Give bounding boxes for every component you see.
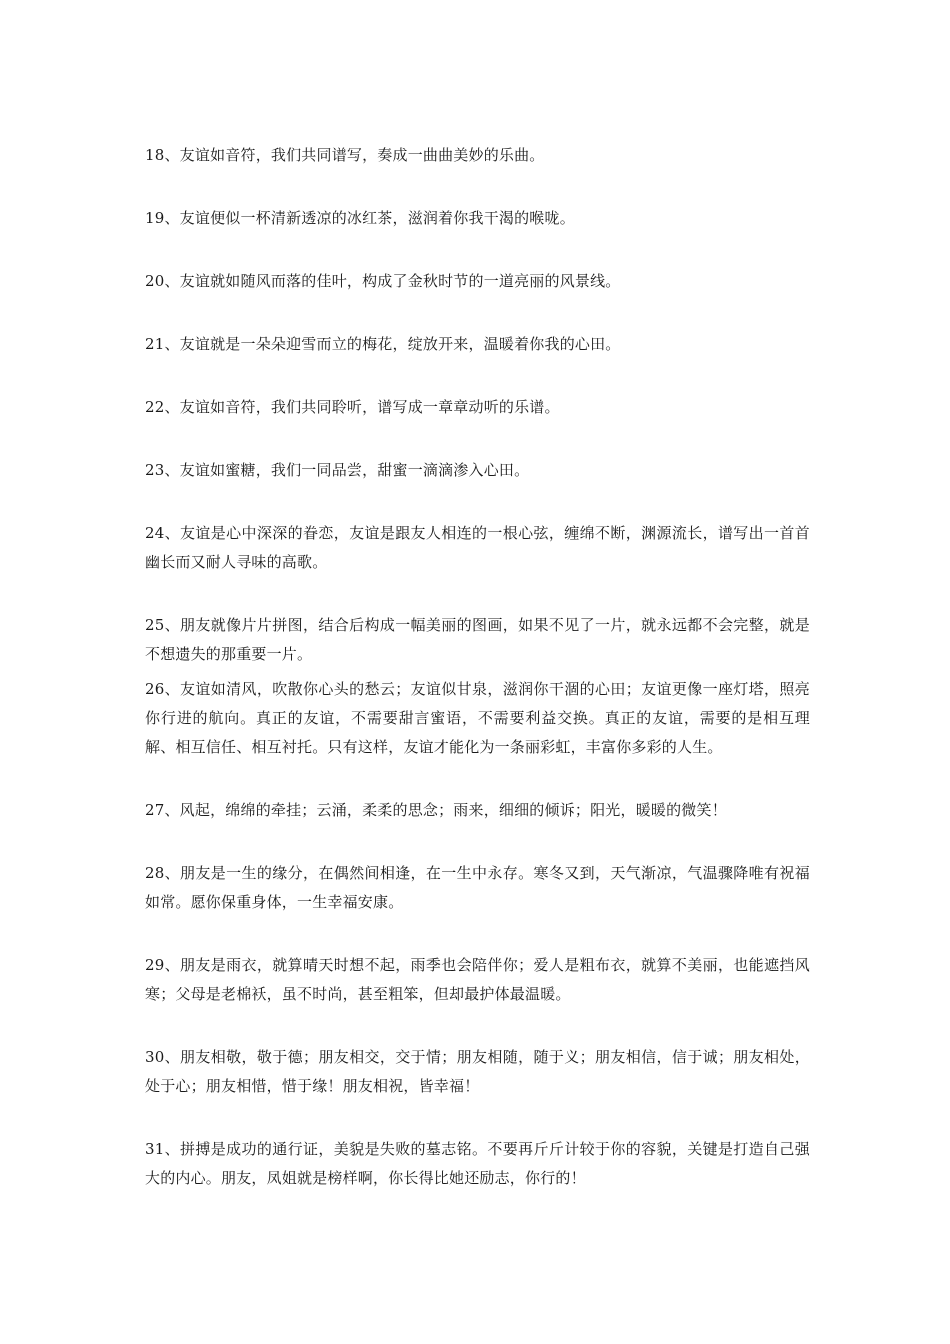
paragraph-20: 20、友谊就如随风而落的佳叶，构成了金秋时节的一道亮丽的风景线。 — [145, 272, 621, 290]
paragraph-25: 25、朋友就像片片拼图，结合后构成一幅美丽的图画，如果不见了一片，就永远都不会完整，就是不想遗失的那重要一片。 — [145, 616, 810, 663]
paragraph-26: 26、友谊如清风，吹散你心头的愁云；友谊似甘泉，滋润你干涸的心田；友谊更像一座灯塔，照亮你行进的航向。真正的友谊，不需要甜言蜜语，不需要利益交换。真正的友谊，需要的是相互理解、相互信任、相互衬托。只有这样，友谊才能化为一条丽彩虹，丰富你多彩的人生。 — [145, 680, 810, 756]
paragraph-23: 23、友谊如蜜糖，我们一同品尝，甜蜜一滴滴渗入心田。 — [145, 461, 530, 479]
paragraph-28: 28、朋友是一生的缘分，在偶然间相逢，在一生中永存。寒冬又到，天气渐凉，气温骤降唯有祝福如常。愿你保重身体，一生幸福安康。 — [145, 864, 810, 911]
paragraph-21: 21、友谊就是一朵朵迎雪而立的梅花，绽放开来，温暖着你我的心田。 — [145, 335, 621, 353]
paragraph-27: 27、风起，绵绵的牵挂；云涌，柔柔的思念；雨来，细细的倾诉；阳光，暖暖的微笑！ — [145, 801, 727, 819]
document-body — [145, 141, 810, 1193]
paragraph-29: 29、朋友是雨衣，就算晴天时想不起，雨季也会陪伴你；爱人是粗布衣，就算不美丽，也能遮挡风寒；父母是老棉袄，虽不时尚，甚至粗笨，但却最护体最温暖。 — [145, 956, 810, 1003]
paragraph-24: 24、友谊是心中深深的眷恋，友谊是跟友人相连的一根心弦，缠绵不断，渊源流长，谱写出一首首幽长而又耐人寻味的高歌。 — [145, 524, 810, 571]
paragraph-31: 31、拼搏是成功的通行证，美貌是失败的墓志铭。不要再斤斤计较于你的容貌，关键是打造自己强大的内心。朋友，凤姐就是榜样啊，你长得比她还励志，你行的！ — [145, 1140, 810, 1187]
paragraph-18: 18、友谊如音符，我们共同谱写，奏成一曲曲美妙的乐曲。 — [145, 146, 545, 164]
paragraph-30: 30、朋友相敬，敬于德；朋友相交，交于情；朋友相随，随于义；朋友相信，信于诚；朋友相处，处于心；朋友相惜，惜于缘！朋友相祝，皆幸福！ — [145, 1048, 810, 1095]
paragraph-19: 19、友谊便似一杯清新透凉的冰红茶，滋润着你我干渴的喉咙。 — [145, 209, 575, 227]
paragraph-22: 22、友谊如音符，我们共同聆听，谱写成一章章动听的乐谱。 — [145, 398, 560, 416]
